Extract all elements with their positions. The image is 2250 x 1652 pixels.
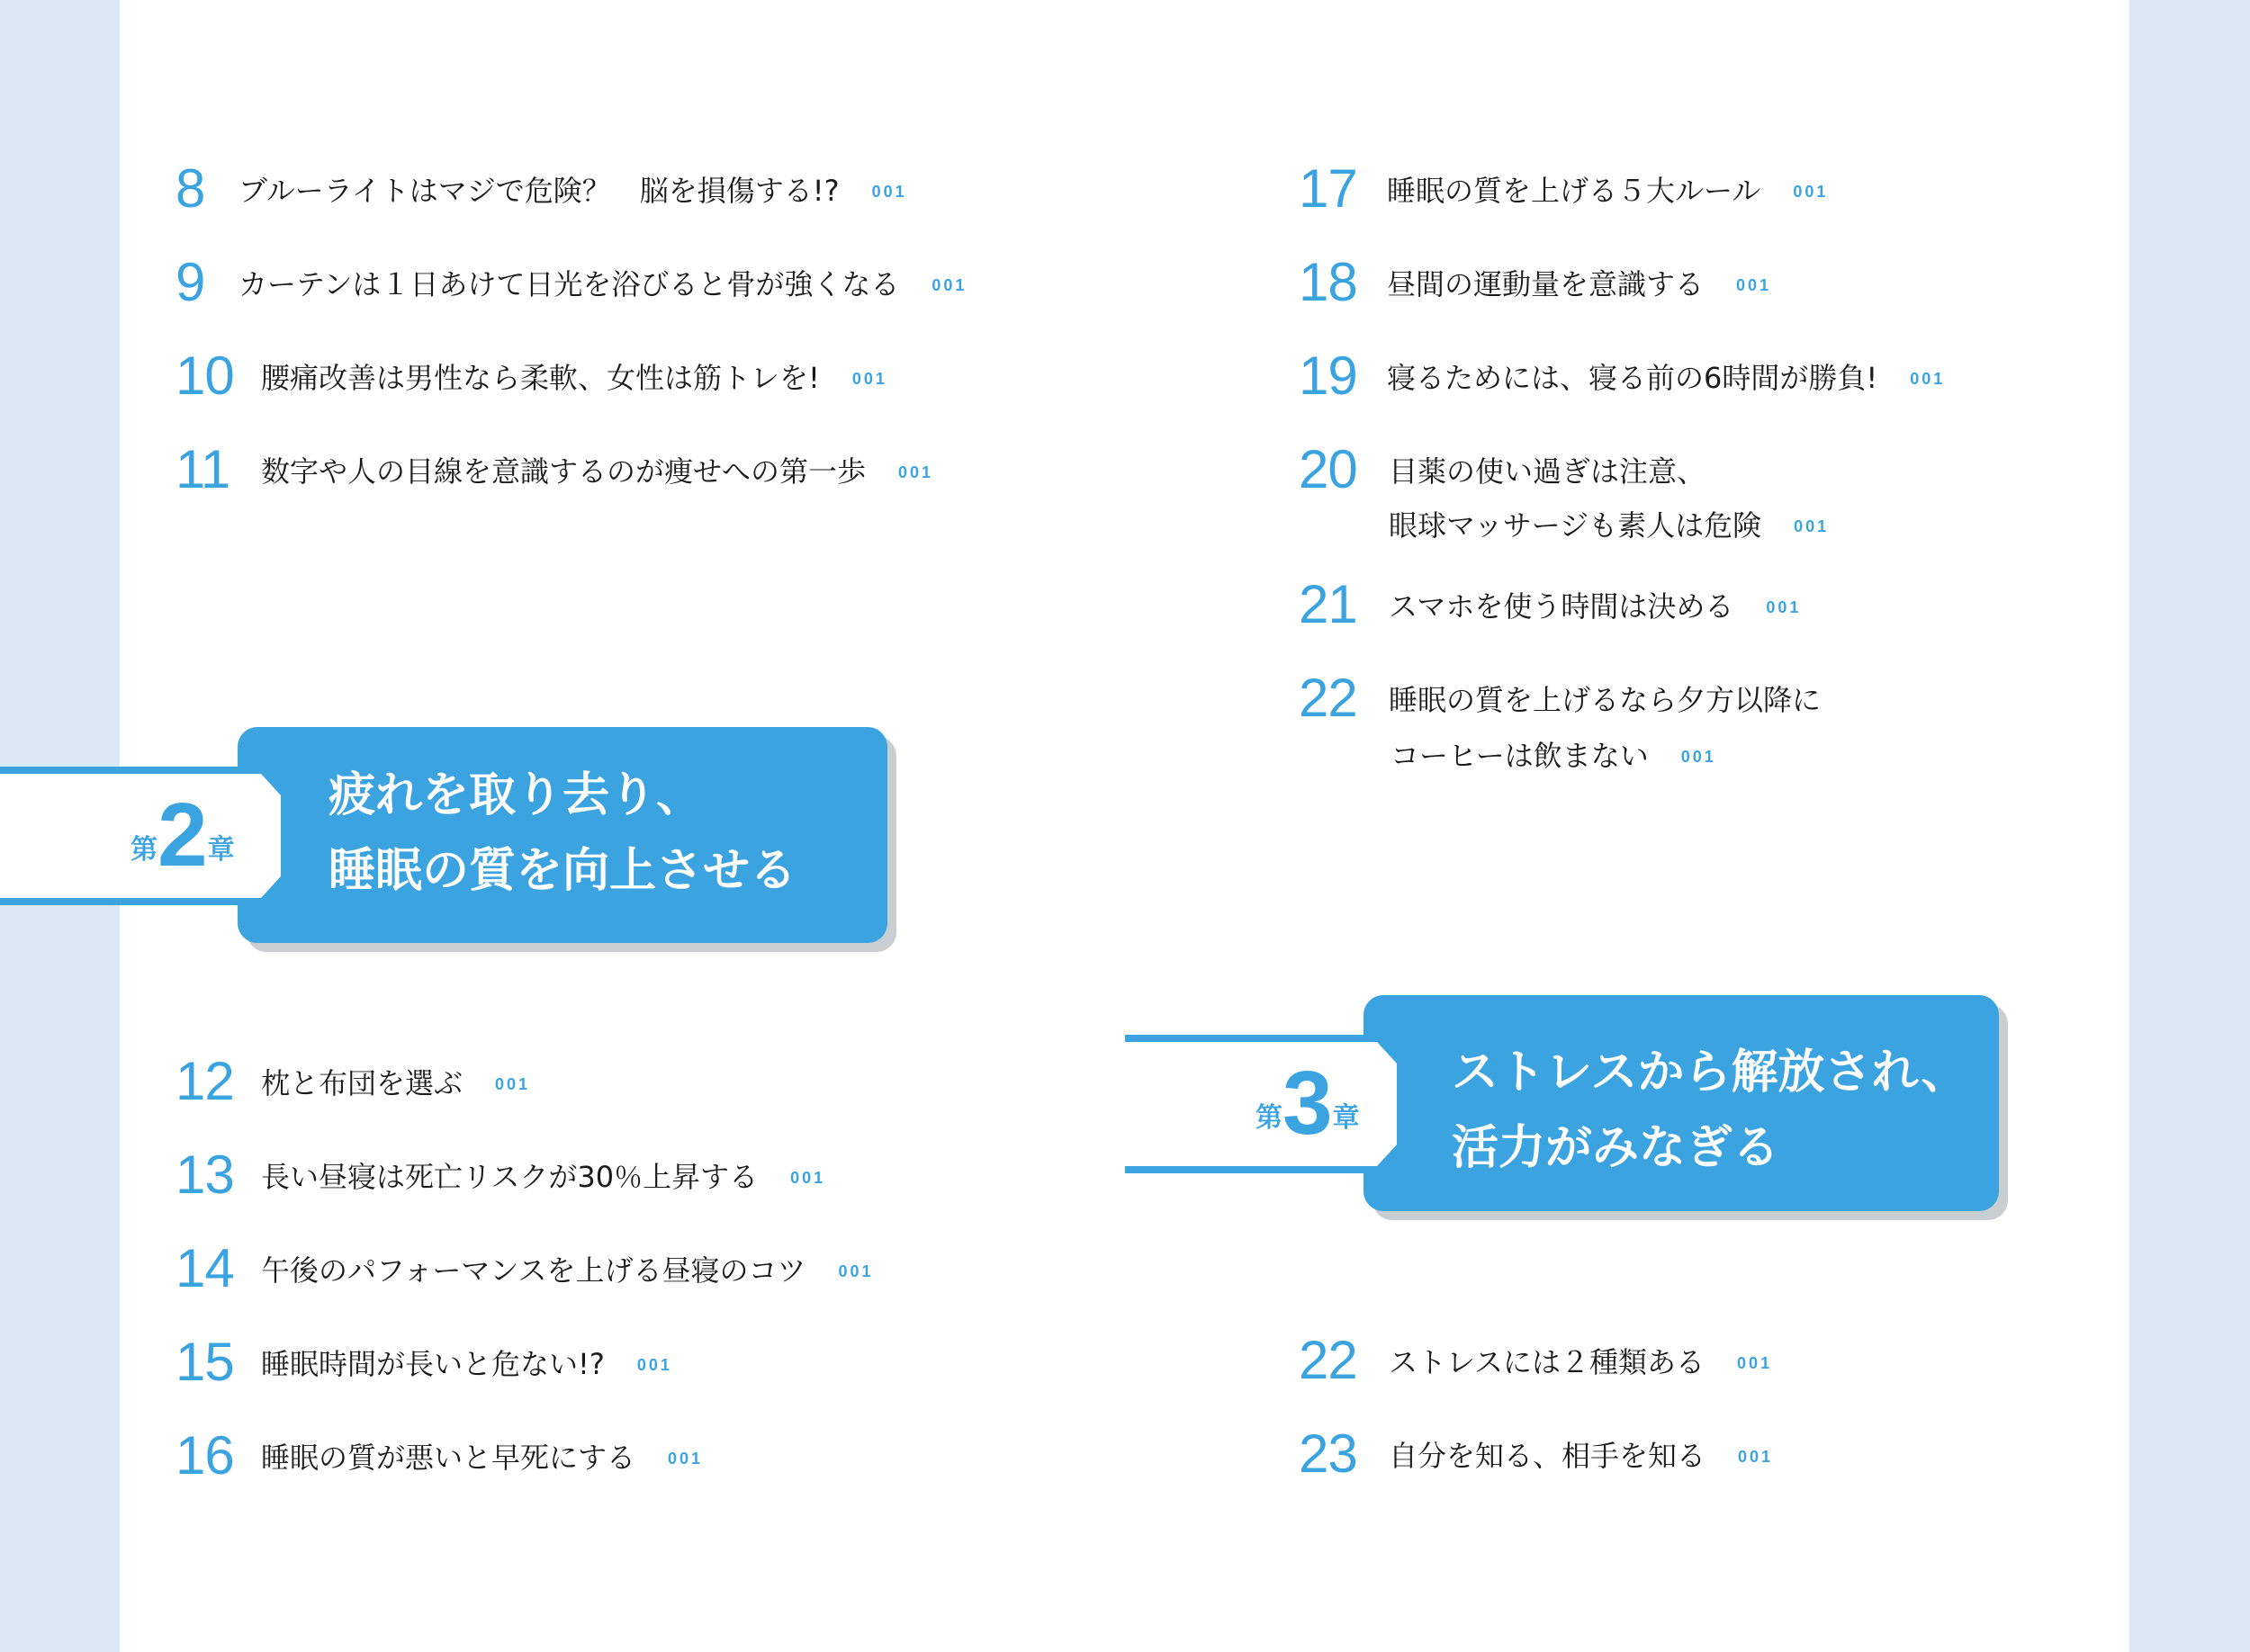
- entry-title: 自分を知る、相手を知る 001: [1389, 1439, 1774, 1473]
- entry-title: スマホを使う時間は決める 001: [1389, 589, 1802, 624]
- entry-title: 数字や人の目線を意識するのが痩せへの第一歩 001: [261, 454, 934, 489]
- page-number: 001: [1738, 1448, 1774, 1466]
- chapter-title: ストレスから解放され、 活力がみなぎる: [1452, 1046, 1968, 1175]
- entry-title: 寝るためには、寝る前の6時間が勝負! 001: [1387, 361, 1946, 395]
- entry-title: 長い昼寝は死亡リスクが30％上昇する 001: [261, 1160, 826, 1194]
- entry-number: 22: [1299, 1330, 1357, 1390]
- entry-title: 睡眠の質が悪いと早死にする 001: [261, 1441, 704, 1475]
- toc-entry-16[interactable]: [176, 1425, 986, 1501]
- entry-title-line2: コーヒーは飲まない 001: [1390, 739, 1716, 773]
- right-margin-band: [2129, 0, 2250, 1652]
- entry-number: 10: [176, 346, 234, 406]
- entry-title: 腰痛改善は男性なら柔軟、女性は筋トレを! 001: [261, 361, 887, 395]
- toc-entry-22[interactable]: [1299, 668, 2109, 797]
- entry-number: 14: [176, 1238, 234, 1298]
- entry-title: カーテンは１日あけて日光を浴びると骨が強くなる 001: [238, 267, 968, 301]
- page-number: 001: [851, 370, 887, 388]
- entry-number: 21: [1299, 574, 1357, 634]
- entry-number: 12: [176, 1051, 234, 1111]
- entry-title: ストレスには２種類ある 001: [1389, 1345, 1773, 1379]
- toc-entry-9[interactable]: [176, 252, 986, 328]
- page-number: 001: [1766, 598, 1802, 616]
- page-number: 001: [1737, 1354, 1773, 1372]
- entry-number: 23: [1299, 1423, 1357, 1484]
- page-number: 001: [871, 183, 907, 201]
- page-number: 001: [1680, 748, 1716, 766]
- page-number: 001: [495, 1075, 531, 1093]
- toc-entry-12[interactable]: [176, 1051, 986, 1127]
- entry-number: 13: [176, 1145, 234, 1205]
- entry-title: 枕と布団を選ぶ 001: [261, 1066, 531, 1100]
- toc-entry-10[interactable]: [176, 346, 986, 421]
- entry-title: 午後のパフォーマンスを上げる昼寝のコツ 001: [261, 1253, 874, 1288]
- page-number: 001: [1794, 517, 1830, 535]
- toc-entry-8[interactable]: [176, 158, 986, 234]
- chapter-title: 疲れを取り去り、 睡眠の質を向上させる: [328, 768, 797, 898]
- toc-entry-18[interactable]: [1299, 252, 2109, 328]
- page-number: 001: [898, 463, 934, 481]
- page-number: 001: [1793, 183, 1829, 201]
- entry-title: 目薬の使い過ぎは注意、: [1389, 454, 1706, 489]
- page-number: 001: [636, 1356, 672, 1374]
- entry-number: 17: [1299, 158, 1357, 219]
- entry-number: 11: [176, 439, 230, 499]
- entry-number: 9: [176, 252, 205, 312]
- entry-title: 睡眠時間が長いと危ない!? 001: [261, 1347, 672, 1381]
- entry-number: 20: [1299, 439, 1357, 499]
- chapter-number-label: 第2章: [130, 785, 235, 885]
- page-number: 001: [1736, 276, 1772, 294]
- entry-title-line2: 眼球マッサージも素人は危険 001: [1389, 508, 1830, 543]
- page-number: 001: [1910, 370, 1946, 388]
- toc-entry-11[interactable]: [176, 439, 986, 515]
- toc-entry-17[interactable]: [1299, 158, 2109, 234]
- toc-entry-15[interactable]: [176, 1332, 986, 1407]
- page-number: 001: [790, 1169, 826, 1187]
- toc-entry-14[interactable]: [176, 1238, 986, 1314]
- page-number: 001: [838, 1262, 874, 1280]
- entry-number: 18: [1299, 252, 1357, 312]
- chapter-number-label: 第3章: [1256, 1053, 1360, 1154]
- toc-entry-19[interactable]: [1299, 346, 2109, 421]
- page-number: 001: [668, 1450, 704, 1468]
- entry-number: 16: [176, 1425, 234, 1486]
- page-number: 001: [932, 276, 968, 294]
- toc-entry-20[interactable]: [1299, 439, 2109, 569]
- toc-entry-21[interactable]: [1299, 574, 2109, 650]
- entry-number: 19: [1299, 346, 1357, 406]
- entry-title: 昼間の運動量を意識する 001: [1387, 267, 1772, 301]
- entry-number: 22: [1299, 668, 1357, 728]
- entry-title: 睡眠の質を上げる５大ルール 001: [1387, 174, 1829, 208]
- toc-entry-23[interactable]: [1299, 1423, 2109, 1499]
- entry-title: 睡眠の質を上げるなら夕方以降に: [1389, 683, 1822, 717]
- entry-number: 15: [176, 1332, 234, 1392]
- toc-entry-22-chapter-3[interactable]: [1299, 1330, 2109, 1405]
- toc-entry-13[interactable]: [176, 1145, 986, 1220]
- entry-number: 8: [176, 158, 205, 219]
- entry-title: ブルーライトはマジで危険？ 脳を損傷する!? 001: [238, 174, 907, 208]
